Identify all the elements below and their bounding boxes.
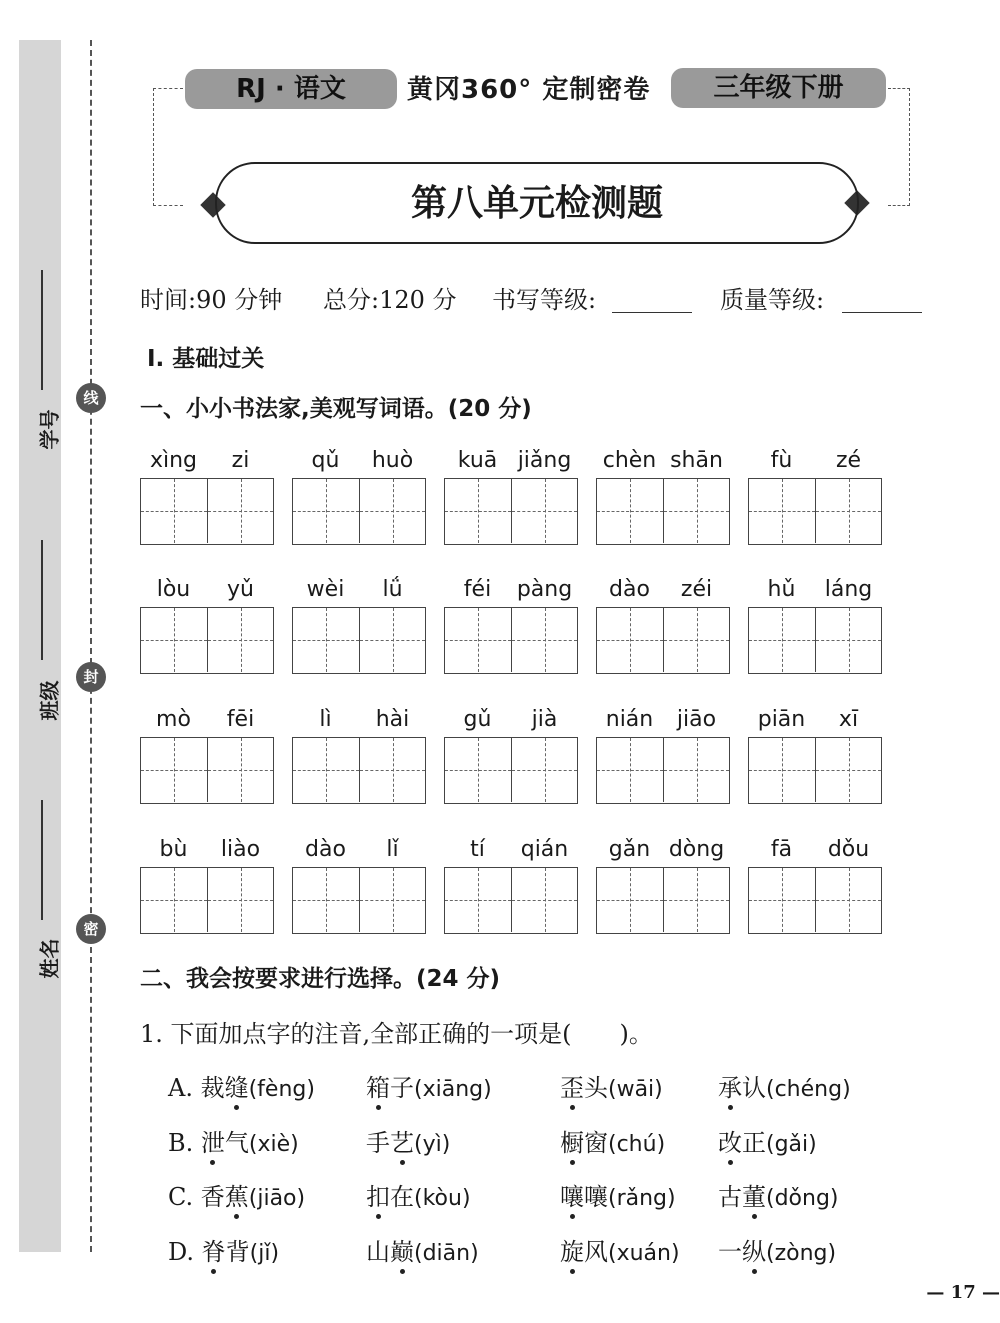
- option-pinyin: (xiāng): [414, 1077, 492, 1102]
- seal-secret-mark: 密: [76, 914, 106, 944]
- option-pinyin: (fèng): [248, 1077, 315, 1102]
- pinyin-row: [748, 448, 882, 478]
- tian-grid-cell[interactable]: [749, 608, 815, 672]
- pinyin-row: [140, 448, 274, 478]
- pinyin-syllable: dòng: [668, 837, 725, 862]
- pinyin-row: [748, 577, 882, 607]
- word-grid: [140, 448, 274, 545]
- pinyin-row: [292, 448, 426, 478]
- part-heading: Ⅰ. 基础过关: [147, 346, 265, 372]
- word-grid: [748, 577, 882, 674]
- question-1: 1. 下面加点字的注音,全部正确的一项是( )。: [140, 1020, 653, 1048]
- word-grid: [292, 707, 426, 804]
- page-number: — 17 —: [926, 1282, 1000, 1303]
- option-char: 箱: [366, 1074, 390, 1102]
- word-grid: [748, 448, 882, 545]
- tian-grid-cell[interactable]: [511, 738, 577, 802]
- pinyin-syllable: yǔ: [227, 577, 254, 602]
- tian-grid-cell[interactable]: [141, 479, 207, 543]
- word-grid: [140, 707, 274, 804]
- seal-line-mark: 线: [76, 383, 106, 413]
- pinyin-syllable: láng: [824, 577, 873, 602]
- pinyin-row: [444, 837, 578, 867]
- seal-seal-mark: 封: [76, 662, 106, 692]
- pinyin-syllable: gǔ: [463, 707, 492, 732]
- pinyin-syllable: chèn: [602, 448, 657, 473]
- pinyin-row: [596, 577, 730, 607]
- pinyin-syllable: lì: [319, 707, 332, 732]
- pinyin-row: [596, 448, 730, 478]
- pinyin-syllable: lǘ: [382, 577, 403, 602]
- pinyin-syllable: gǎn: [608, 837, 651, 862]
- pinyin-syllable: zi: [231, 448, 250, 473]
- option-item: [560, 1177, 676, 1212]
- word-grid: [596, 448, 730, 545]
- option-char: 旋: [560, 1238, 584, 1266]
- name-label: 姓名: [37, 938, 62, 979]
- pinyin-syllable: zéi: [680, 577, 713, 602]
- pinyin-syllable: fù: [770, 448, 793, 473]
- tian-grid-cell[interactable]: [749, 868, 815, 932]
- tian-grid-cell[interactable]: [293, 608, 359, 672]
- tian-grid-cell[interactable]: [511, 608, 577, 672]
- option-pinyin: (gǎi): [766, 1132, 817, 1157]
- pinyin-row: [140, 577, 274, 607]
- tian-grid-pair: [444, 478, 578, 545]
- tian-grid-cell[interactable]: [597, 608, 663, 672]
- word-grid: [444, 577, 578, 674]
- option-char: 背: [225, 1238, 250, 1266]
- pinyin-row: [748, 707, 882, 737]
- tian-grid-cell[interactable]: [207, 738, 273, 802]
- writing-grade-blank[interactable]: [612, 312, 692, 313]
- option-pinyin: (yì): [414, 1132, 451, 1157]
- pinyin-syllable: pàng: [516, 577, 573, 602]
- tian-grid-cell[interactable]: [815, 608, 881, 672]
- pinyin-row: [140, 837, 274, 867]
- quality-grade-blank[interactable]: [842, 312, 922, 313]
- pinyin-syllable: hǔ: [767, 577, 796, 602]
- pinyin-syllable: lǐ: [386, 837, 399, 862]
- pinyin-syllable: qián: [520, 837, 569, 862]
- tian-grid-pair: [748, 737, 882, 804]
- option-char: 纵: [742, 1238, 766, 1266]
- option-pinyin: (jǐ): [249, 1241, 280, 1266]
- option-pinyin: (diān): [414, 1241, 479, 1266]
- tian-grid-cell[interactable]: [359, 608, 425, 672]
- tian-grid-cell[interactable]: [663, 479, 729, 543]
- quality-grade-label: 质量等级:: [720, 286, 825, 314]
- option-item: [168, 1232, 279, 1267]
- pinyin-row: [292, 577, 426, 607]
- option-pinyin: (rǎng): [608, 1186, 676, 1211]
- pinyin-syllable: piān: [757, 707, 806, 732]
- pinyin-syllable: xī: [838, 707, 859, 732]
- tian-grid-cell[interactable]: [815, 738, 881, 802]
- option-char: 嚷: [584, 1183, 608, 1211]
- pinyin-row: [292, 837, 426, 867]
- word-grid: [292, 837, 426, 934]
- tian-grid-cell[interactable]: [445, 738, 511, 802]
- pinyin-syllable: mò: [156, 707, 191, 732]
- option-char: 风: [584, 1238, 608, 1266]
- pinyin-syllable: shān: [670, 448, 723, 473]
- option-item: [560, 1123, 665, 1158]
- tian-grid-cell[interactable]: [207, 868, 273, 932]
- tian-grid-pair: [596, 867, 730, 934]
- option-char: 窗: [584, 1129, 608, 1157]
- tian-grid-pair: [596, 607, 730, 674]
- writing-grade-label: 书写等级:: [492, 286, 597, 314]
- pinyin-syllable: jiǎng: [517, 448, 572, 473]
- tian-grid-cell[interactable]: [359, 868, 425, 932]
- tian-grid-cell[interactable]: [359, 479, 425, 543]
- word-grid: [596, 577, 730, 674]
- pinyin-syllable: dào: [305, 837, 346, 862]
- tian-grid-cell[interactable]: [597, 868, 663, 932]
- option-item: [366, 1068, 492, 1103]
- tian-grid-cell[interactable]: [511, 868, 577, 932]
- pinyin-row: [444, 448, 578, 478]
- cut-line: [90, 40, 92, 1252]
- option-item: [366, 1177, 471, 1212]
- pinyin-row: [292, 707, 426, 737]
- option-char: 巅: [390, 1238, 414, 1266]
- pinyin-syllable: wèi: [306, 577, 345, 602]
- pinyin-syllable: bù: [159, 837, 188, 862]
- tian-grid-cell[interactable]: [749, 479, 815, 543]
- section-1-heading: 一、小小书法家,美观写词语。(20 分): [140, 396, 532, 422]
- tian-grid-cell[interactable]: [445, 868, 511, 932]
- number-line: [41, 270, 43, 390]
- option-char: 脊: [201, 1238, 226, 1266]
- option-char: 一: [718, 1238, 742, 1266]
- pinyin-syllable: hài: [375, 707, 410, 732]
- option-char: 古: [718, 1183, 742, 1211]
- name-line: [41, 800, 43, 920]
- tian-grid-pair: [444, 867, 578, 934]
- class-line: [41, 540, 43, 660]
- option-char: 头: [584, 1074, 608, 1102]
- pinyin-row: [748, 837, 882, 867]
- tian-grid-cell[interactable]: [141, 608, 207, 672]
- option-char: 艺: [390, 1129, 414, 1157]
- word-grid: [292, 577, 426, 674]
- word-grid: [140, 837, 274, 934]
- option-pinyin: (zòng): [766, 1241, 837, 1266]
- tian-grid-cell[interactable]: [141, 868, 207, 932]
- option-item: [168, 1177, 305, 1212]
- tian-grid-cell[interactable]: [293, 479, 359, 543]
- tian-grid-pair: [444, 737, 578, 804]
- tian-grid-cell[interactable]: [445, 608, 511, 672]
- tian-grid-pair: [596, 478, 730, 545]
- pinyin-syllable: nián: [605, 707, 654, 732]
- option-item: [168, 1068, 315, 1103]
- pinyin-syllable: tí: [470, 837, 485, 862]
- option-char: 嚷: [560, 1183, 584, 1211]
- pinyin-syllable: féi: [463, 577, 492, 602]
- option-item: [718, 1232, 836, 1267]
- tian-grid-cell[interactable]: [815, 868, 881, 932]
- option-item: [366, 1123, 450, 1158]
- class-label: 班级: [37, 680, 62, 721]
- option-pinyin: (kòu): [414, 1186, 471, 1211]
- option-item: [718, 1068, 851, 1103]
- tian-grid-pair: [596, 737, 730, 804]
- option-pinyin: (xiè): [248, 1132, 299, 1157]
- word-grid: [444, 448, 578, 545]
- option-char: 改: [718, 1129, 742, 1157]
- option-char: 在: [390, 1183, 414, 1211]
- pinyin-syllable: fēi: [226, 707, 255, 732]
- option-letter: D.: [168, 1238, 202, 1266]
- word-grid: [444, 837, 578, 934]
- tian-grid-cell[interactable]: [511, 479, 577, 543]
- tian-grid-pair: [748, 607, 882, 674]
- tian-grid-cell[interactable]: [293, 738, 359, 802]
- tian-grid-pair: [292, 737, 426, 804]
- option-pinyin: (chéng): [766, 1077, 851, 1102]
- tian-grid-cell[interactable]: [359, 738, 425, 802]
- option-letter: C.: [168, 1183, 201, 1211]
- total-score-info: 总分:120 分: [323, 286, 457, 314]
- tian-grid-cell[interactable]: [815, 479, 881, 543]
- tian-grid-pair: [140, 478, 274, 545]
- tian-grid-pair: [292, 867, 426, 934]
- option-item: [366, 1232, 479, 1267]
- option-pinyin: (xuán): [608, 1241, 680, 1266]
- pinyin-row: [140, 707, 274, 737]
- option-char: 气: [224, 1129, 249, 1157]
- word-grid: [140, 577, 274, 674]
- pinyin-syllable: jiāo: [676, 707, 717, 732]
- tian-grid-cell[interactable]: [663, 738, 729, 802]
- tian-grid-pair: [748, 478, 882, 545]
- tian-grid-pair: [444, 607, 578, 674]
- student-number-label: 学号: [37, 409, 62, 450]
- tian-grid-pair: [748, 867, 882, 934]
- option-char: 子: [390, 1074, 414, 1102]
- option-pinyin: (wāi): [608, 1077, 663, 1102]
- option-item: [168, 1123, 299, 1158]
- option-letter: B.: [168, 1129, 201, 1157]
- grade-pill: 三年级下册: [671, 68, 886, 108]
- tian-grid-pair: [140, 607, 274, 674]
- option-pinyin: (chú): [608, 1132, 666, 1157]
- option-char: 山: [366, 1238, 390, 1266]
- word-grid: [596, 707, 730, 804]
- pinyin-syllable: liào: [220, 837, 261, 862]
- pinyin-syllable: dào: [609, 577, 650, 602]
- option-char: 泄: [200, 1129, 225, 1157]
- subject-pill: RJ · 语文: [185, 69, 397, 109]
- option-char: 香: [200, 1183, 225, 1211]
- pinyin-syllable: zé: [835, 448, 862, 473]
- tian-grid-pair: [292, 478, 426, 545]
- tian-grid-cell[interactable]: [207, 608, 273, 672]
- word-grid: [292, 448, 426, 545]
- pinyin-row: [596, 707, 730, 737]
- word-grid: [748, 837, 882, 934]
- binding-strip: [19, 40, 61, 1252]
- option-char: 蕉: [224, 1183, 249, 1211]
- pinyin-syllable: dǒu: [827, 837, 870, 862]
- tian-grid-pair: [292, 607, 426, 674]
- option-char: 扣: [366, 1183, 390, 1211]
- pinyin-syllable: jià: [531, 707, 558, 732]
- tian-grid-cell[interactable]: [749, 738, 815, 802]
- word-grid: [748, 707, 882, 804]
- page-title: 第八单元检测题: [215, 162, 859, 244]
- tian-grid-pair: [140, 867, 274, 934]
- tian-grid-cell[interactable]: [663, 608, 729, 672]
- pinyin-syllable: fā: [770, 837, 793, 862]
- pinyin-row: [444, 707, 578, 737]
- pinyin-row: [444, 577, 578, 607]
- header-bracket-right: [888, 88, 910, 206]
- tian-grid-cell[interactable]: [663, 868, 729, 932]
- option-char: 手: [366, 1129, 390, 1157]
- option-char: 承: [718, 1074, 742, 1102]
- tian-grid-cell[interactable]: [597, 738, 663, 802]
- option-item: [718, 1123, 817, 1158]
- option-char: 歪: [560, 1074, 584, 1102]
- tian-grid-cell[interactable]: [597, 479, 663, 543]
- tian-grid-pair: [140, 737, 274, 804]
- option-char: 缝: [224, 1074, 249, 1102]
- pinyin-syllable: lòu: [156, 577, 191, 602]
- option-char: 董: [742, 1183, 766, 1211]
- pinyin-row: [596, 837, 730, 867]
- option-item: [560, 1068, 663, 1103]
- pinyin-syllable: qǔ: [311, 448, 340, 473]
- time-info: 时间:90 分钟: [140, 286, 283, 314]
- option-char: 认: [742, 1074, 766, 1102]
- option-pinyin: (dǒng): [766, 1186, 839, 1211]
- tian-grid-cell[interactable]: [445, 479, 511, 543]
- tian-grid-cell[interactable]: [207, 479, 273, 543]
- option-item: [560, 1232, 680, 1267]
- option-char: 正: [742, 1129, 766, 1157]
- option-letter: A.: [168, 1074, 201, 1102]
- word-grid: [596, 837, 730, 934]
- header-bracket-left: [153, 88, 183, 206]
- series-title: 黄冈360° 定制密卷: [407, 75, 651, 105]
- option-char: 橱: [560, 1129, 584, 1157]
- tian-grid-cell[interactable]: [293, 868, 359, 932]
- option-pinyin: (jiāo): [248, 1186, 306, 1211]
- option-item: [718, 1177, 839, 1212]
- pinyin-syllable: huò: [371, 448, 414, 473]
- word-grid: [444, 707, 578, 804]
- pinyin-syllable: kuā: [457, 448, 498, 473]
- pinyin-syllable: xìng: [149, 448, 198, 473]
- tian-grid-cell[interactable]: [141, 738, 207, 802]
- section-2-heading: 二、我会按要求进行选择。(24 分): [140, 966, 501, 992]
- option-char: 裁: [200, 1074, 225, 1102]
